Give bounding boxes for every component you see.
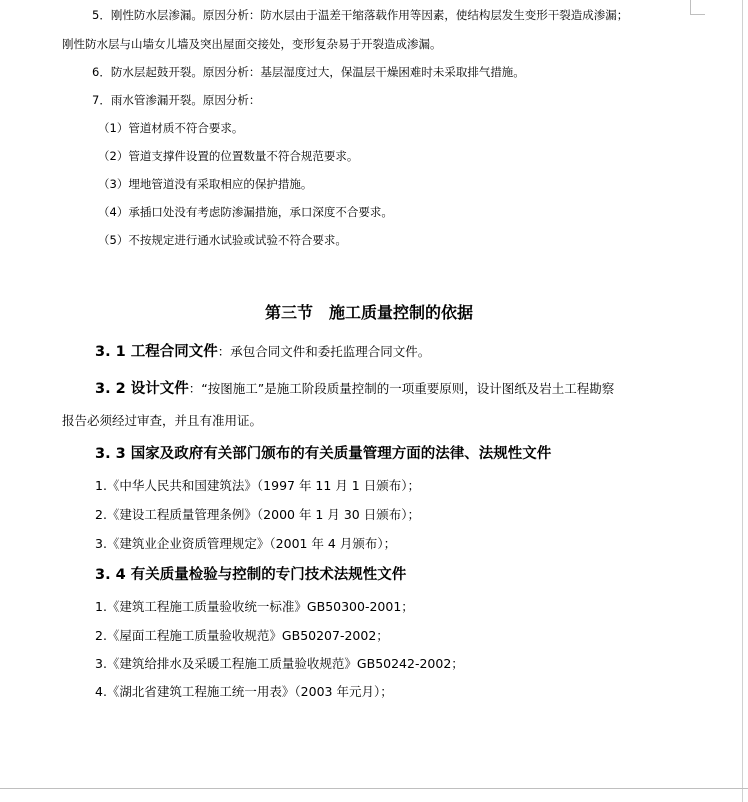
sub-item-4: （4）承插口处没有考虑防渗漏措施，承口深度不合要求。 [98, 205, 393, 219]
section-3-3-heading: 3. 3 国家及政府有关部门颁布的有关质量管理方面的法律、法规性文件 [95, 446, 552, 462]
section-3-1 [95, 345, 430, 360]
standard-item-4: 4.《湖北省建筑工程施工统一用表》（2003 年元月）； [95, 684, 393, 699]
sub-item-5: （5）不按规定进行通水试验或试验不符合要求。 [98, 233, 347, 247]
section-3-1-text: ：承包合同文件和委托监理合同文件。 [217, 344, 431, 359]
body-line-5-cont: 刚性防水层与山墙女儿墙及突出屋面交接处，变形复杂易于开裂造成渗漏。 [62, 37, 442, 51]
section-3-4-heading: 3. 4 有关质量检验与控制的专门技术法规性文件 [95, 567, 407, 583]
section-3-2-text: ：“按图施工”是施工阶段质量控制的一项重要原则，设计图纸及岩土工程勘察 [188, 381, 615, 396]
sub-item-2: （2）管道支撑件设置的位置数量不符合规范要求。 [98, 149, 359, 163]
standard-item-3: 3.《建筑给排水及采暖工程施工质量验收规范》GB50242-2002； [95, 656, 464, 671]
body-line-5: 5．刚性防水层渗漏。原因分析：防水层由于温差干缩落载作用等因素，使结构层发生变形干裂造成渗漏； [92, 8, 629, 22]
body-line-6: 6．防水层起鼓开裂。原因分析：基层湿度过大，保温层干燥困难时未采取排气措施。 [92, 65, 525, 79]
standard-item-2: 2.《屋面工程施工质量验收规范》GB50207-2002； [95, 628, 389, 643]
section-3-2-label: 3. 2 设计文件 [95, 381, 189, 397]
sub-item-1: （1）管道材质不符合要求。 [98, 121, 244, 135]
page-corner-mark [690, 0, 705, 15]
section-3-2-cont: 报告必须经过审查，并且有准用证。 [62, 413, 263, 428]
section-title: 第三节 施工质量控制的依据 [265, 303, 474, 322]
section-3-2 [95, 382, 614, 397]
law-item-1: 1.《中华人民共和国建筑法》（1997 年 11 月 1 日颁布）； [95, 478, 420, 493]
standard-item-1: 1.《建筑工程施工质量验收统一标准》GB50300-2001； [95, 599, 414, 614]
page-bottom-edge [0, 788, 748, 789]
body-line-7: 7．雨水管渗漏开裂。原因分析： [92, 93, 261, 107]
sub-item-3: （3）埋地管道没有采取相应的保护措施。 [98, 177, 313, 191]
section-3-1-label: 3. 1 工程合同文件 [95, 344, 218, 360]
law-item-3: 3.《建筑业企业资质管理规定》（2001 年 4 月颁布）； [95, 536, 397, 551]
page-edge [742, 0, 743, 802]
law-item-2: 2.《建设工程质量管理条例》（2000 年 1 月 30 日颁布）； [95, 507, 420, 522]
